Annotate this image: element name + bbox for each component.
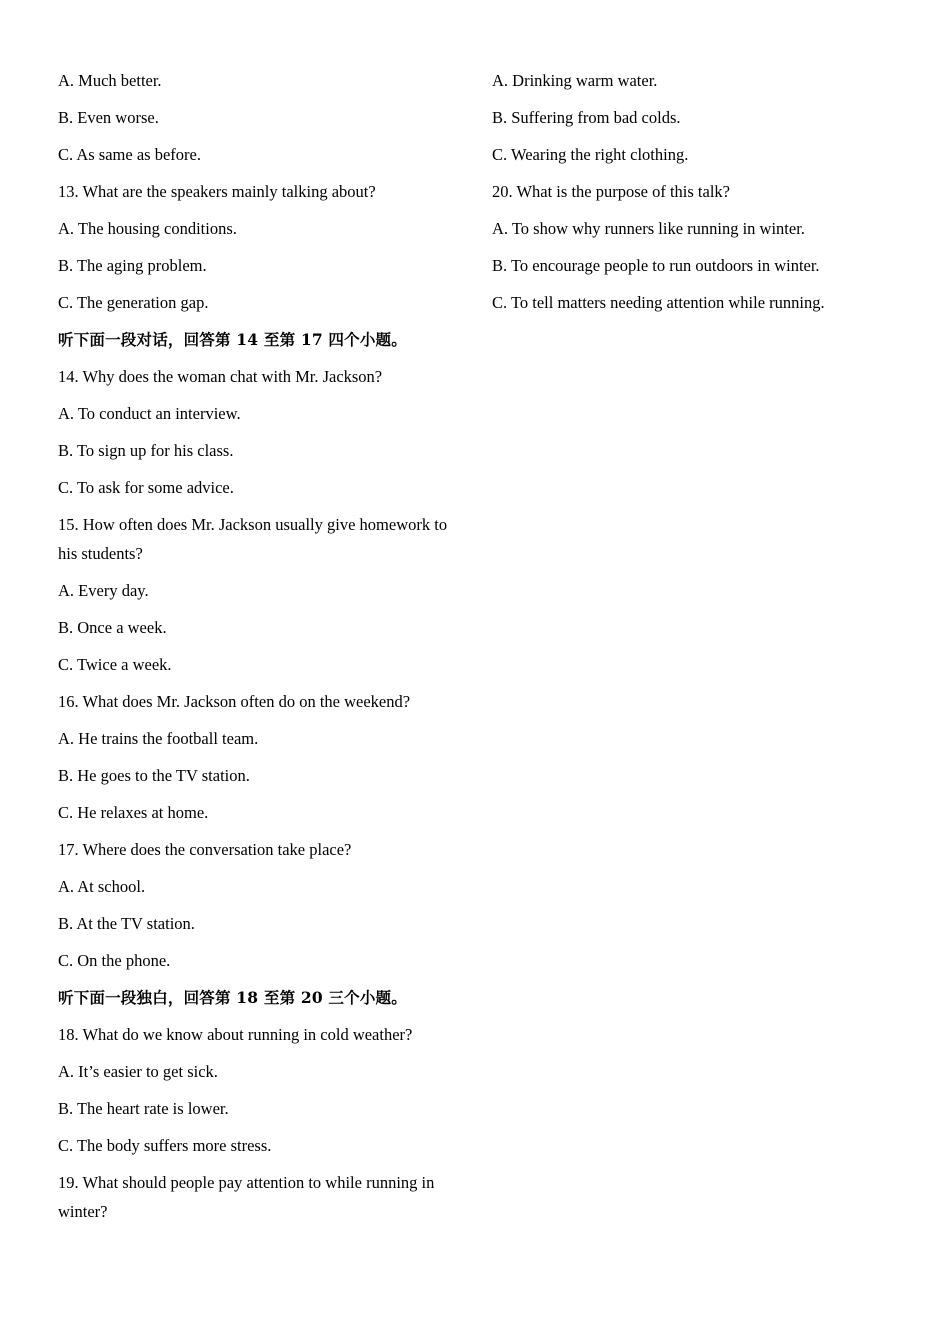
q12-option-a: A. Much better. <box>58 71 162 90</box>
q13-question: 13. What are the speakers mainly talking about? <box>58 182 376 201</box>
q13-option-a: A. The housing conditions. <box>58 219 237 238</box>
q14-option-c: C. To ask for some advice. <box>58 478 234 497</box>
q16-option-c: C. He relaxes at home. <box>58 803 209 822</box>
left-column <box>58 66 463 1234</box>
q18-question: 18. What do we know about running in cold weather? <box>58 1025 413 1044</box>
q14-option-a: A. To conduct an interview. <box>58 404 241 423</box>
q14-question: 14. Why does the woman chat with Mr. Jackson? <box>58 367 383 386</box>
q16-option-a: A. He trains the football team. <box>58 729 259 748</box>
q12-option-b: B. Even worse. <box>58 108 159 127</box>
q18-option-b: B. The heart rate is lower. <box>58 1099 229 1118</box>
q20-option-c: C. To tell matters needing attention while running. <box>492 293 825 312</box>
q14-option-b: B. To sign up for his class. <box>58 441 234 460</box>
q16-option-b: B. He goes to the TV station. <box>58 766 250 785</box>
q15-option-b: B. Once a week. <box>58 618 167 637</box>
q18-option-a: A. It’s easier to get sick. <box>58 1062 218 1081</box>
q20-option-b: B. To encourage people to run outdoors in winter. <box>492 256 820 275</box>
q16-question: 16. What does Mr. Jackson often do on the weekend? <box>58 692 411 711</box>
section-heading-14-17: 听下面一段对话，回答第 14 至第 17 四个小题。 <box>58 330 407 349</box>
q13-option-c: C. The generation gap. <box>58 293 209 312</box>
q19-option-a: A. Drinking warm water. <box>492 71 658 90</box>
section-heading-18-20: 听下面一段独白，回答第 18 至第 20 三个小题。 <box>58 988 407 1007</box>
q15-option-a: A. Every day. <box>58 581 149 600</box>
q15-option-c: C. Twice a week. <box>58 655 172 674</box>
q19-option-c: C. Wearing the right clothing. <box>492 145 689 164</box>
q20-question: 20. What is the purpose of this talk? <box>492 182 730 201</box>
q12-option-c: C. As same as before. <box>58 145 201 164</box>
q15-question: 15. How often does Mr. Jackson usually give homework to his students? <box>58 515 448 563</box>
q17-option-a: A. At school. <box>58 877 146 896</box>
q17-option-b: B. At the TV station. <box>58 914 195 933</box>
q17-option-c: C. On the phone. <box>58 951 171 970</box>
q20-option-a: A. To show why runners like running in winter. <box>492 219 805 238</box>
q18-option-c: C. The body suffers more stress. <box>58 1136 272 1155</box>
q19-question: 19. What should people pay attention to while running in winter? <box>58 1173 435 1221</box>
q19-option-b: B. Suffering from bad colds. <box>492 108 681 127</box>
right-column <box>492 66 912 325</box>
q17-question: 17. Where does the conversation take place? <box>58 840 352 859</box>
q13-option-b: B. The aging problem. <box>58 256 207 275</box>
